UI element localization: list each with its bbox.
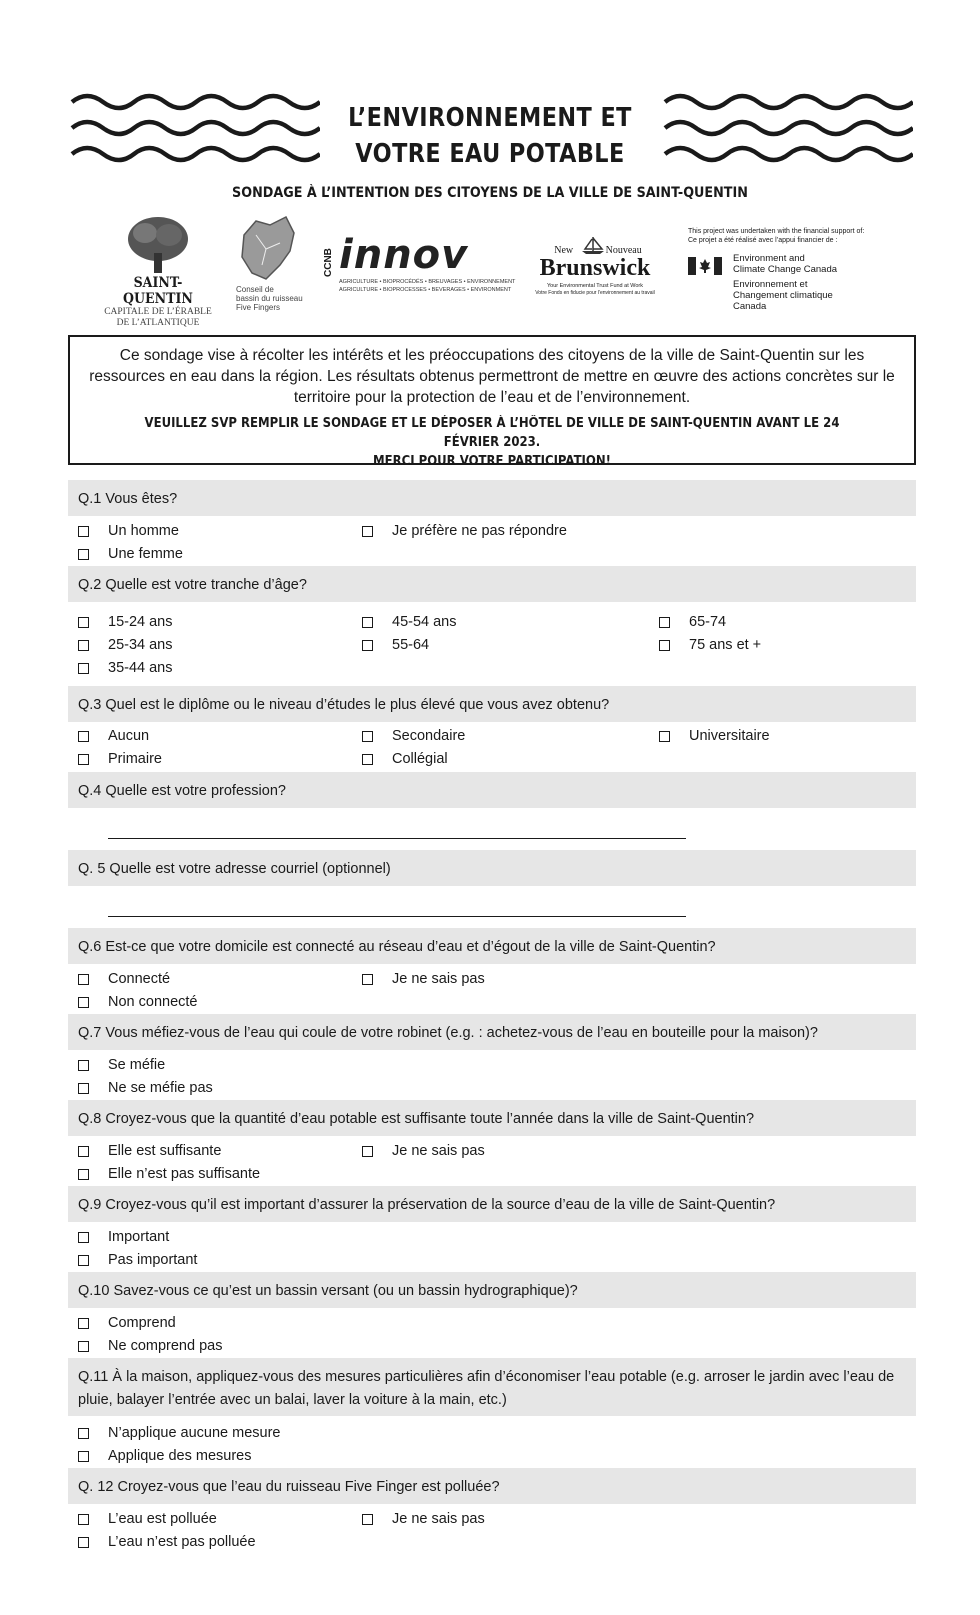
sponsor-logos	[0, 215, 980, 328]
checkbox[interactable]	[362, 640, 373, 651]
option-label: Important	[108, 1229, 170, 1245]
checkbox[interactable]	[78, 640, 89, 651]
checkbox[interactable]	[659, 731, 670, 742]
checkbox[interactable]	[78, 1537, 89, 1548]
option-label: Je ne sais pas	[392, 1143, 485, 1159]
option-label: Primaire	[108, 751, 162, 767]
profession-input[interactable]	[108, 838, 686, 839]
wave-decoration-left	[70, 92, 320, 167]
checkbox[interactable]	[78, 754, 89, 765]
checkbox[interactable]	[78, 1060, 89, 1071]
checkbox[interactable]	[78, 549, 89, 560]
question-8: Q.8 Croyez-vous que la quantité d’eau potable est suffisante toute l’année dans la ville de Saint-Quentin?	[68, 1100, 916, 1136]
canada-flag-icon	[688, 257, 722, 275]
option-label: Je préfère ne pas répondre	[392, 523, 567, 539]
intro-text: Ce sondage vise à récolter les intérêts et les préoccupations des citoyens de la ville de Saint-Quentin sur les ressources en eau dans la région. Les résultats obtenus permettront de mettre en œuvre des actions concrètes sur le territoire pour la protection de l’eau et de l’environnement.	[89, 347, 895, 406]
page-title: L’ENVIRONNEMENT ET VOTRE EAU POTABLE	[348, 103, 632, 169]
option-label: Comprend	[108, 1315, 176, 1331]
checkbox[interactable]	[362, 1146, 373, 1157]
checkbox[interactable]	[362, 617, 373, 628]
conseil-bassin-logo: Conseil de bassin du ruisseau Five Fingers	[236, 215, 306, 320]
option-label: Un homme	[108, 523, 179, 539]
intro-instruction: VEUILLEZ SVP REMPLIR LE SONDAGE ET LE DÉPOSER À L’HÔTEL DE VILLE DE SAINT-QUENTIN AVANT LE 24 FÉVRIER 2023. MERCI POUR VOTRE PARTICIPATION!	[144, 416, 840, 469]
saint-quentin-logo: SAINT-QUENTIN CAPITALE DE L’ÉRABLE DE L’ATLANTIQUE	[98, 215, 218, 320]
watershed-map-icon	[236, 215, 298, 285]
option-label: Applique des mesures	[108, 1448, 252, 1464]
question-5: Q. 5 Quelle est votre adresse courriel (optionnel)	[68, 850, 916, 886]
checkbox[interactable]	[362, 1514, 373, 1525]
option-label: Elle n’est pas suffisante	[108, 1166, 261, 1182]
option-label: Connecté	[108, 971, 171, 987]
question-3: Q.3 Quel est le diplôme ou le niveau d’études le plus élevé que vous avez obtenu?	[68, 686, 916, 722]
checkbox[interactable]	[78, 617, 89, 628]
option-label: Je ne sais pas	[392, 1511, 485, 1527]
checkbox[interactable]	[78, 1146, 89, 1157]
option-label: L’eau n’est pas polluée	[108, 1534, 256, 1550]
checkbox[interactable]	[78, 526, 89, 537]
checkbox[interactable]	[362, 974, 373, 985]
checkbox[interactable]	[78, 974, 89, 985]
checkbox[interactable]	[78, 1318, 89, 1329]
option-label: 35-44 ans	[108, 660, 173, 676]
checkbox[interactable]	[78, 1255, 89, 1266]
question-11: Q.11 À la maison, appliquez-vous des mesures particulières afin d’économiser l’eau potable (e.g. arroser le jardin avec l’eau de pluie, balayer l’entrée avec un balai, laver la voiture à la main, etc.)	[68, 1358, 916, 1416]
option-label: 45-54 ans	[392, 614, 457, 630]
option-label: 65-74	[689, 614, 727, 630]
question-2: Q.2 Quelle est votre tranche d’âge?	[68, 566, 916, 602]
option-label: Elle est suffisante	[108, 1143, 222, 1159]
email-input[interactable]	[108, 916, 686, 917]
option-label: Non connecté	[108, 994, 198, 1010]
question-9: Q.9 Croyez-vous qu’il est important d’assurer la préservation de la source d’eau de la ville de Saint-Quentin?	[68, 1186, 916, 1222]
checkbox[interactable]	[78, 997, 89, 1008]
question-10: Q.10 Savez-vous ce qu’est un bassin versant (ou un bassin hydrographique)?	[68, 1272, 916, 1308]
option-label: 15-24 ans	[108, 614, 173, 630]
question-4: Q.4 Quelle est votre profession?	[68, 772, 916, 808]
eccc-logo: This project was undertaken with the financial support of: Ce projet a été réalisé avec l’appui financier de : Environment and Climate Change Canada Environnement et Changement climatique Canada	[688, 228, 865, 312]
option-label: Se méfie	[108, 1057, 166, 1073]
option-label: Collégial	[392, 751, 448, 767]
option-label: 55-64	[392, 637, 430, 653]
option-label: Universitaire	[689, 728, 770, 744]
checkbox[interactable]	[362, 526, 373, 537]
option-label: Pas important	[108, 1252, 198, 1268]
new-brunswick-logo: New Nouveau Brunswick Your Environmental Trust Fund at Work Votre Fonds en fiducie pour l’environnement au travail	[530, 235, 660, 315]
option-label: Ne se méfie pas	[108, 1080, 213, 1096]
option-label: Ne comprend pas	[108, 1338, 223, 1354]
checkbox[interactable]	[362, 754, 373, 765]
option-label: 75 ans et +	[689, 637, 762, 653]
wave-decoration-right	[663, 92, 913, 167]
checkbox[interactable]	[659, 640, 670, 651]
tree-icon	[123, 215, 193, 275]
option-label: 25-34 ans	[108, 637, 173, 653]
option-label: N’applique aucune mesure	[108, 1425, 281, 1441]
checkbox[interactable]	[78, 1451, 89, 1462]
question-6: Q.6 Est-ce que votre domicile est connecté au réseau d’eau et d’égout de la ville de Saint-Quentin?	[68, 928, 916, 964]
checkbox[interactable]	[78, 731, 89, 742]
checkbox[interactable]	[78, 1341, 89, 1352]
checkbox[interactable]	[78, 1428, 89, 1439]
option-label: Aucun	[108, 728, 150, 744]
checkbox[interactable]	[78, 663, 89, 674]
checkbox[interactable]	[78, 1169, 89, 1180]
question-1: Q.1 Vous êtes?	[68, 480, 916, 516]
intro-box	[68, 335, 916, 469]
option-label: Je ne sais pas	[392, 971, 485, 987]
ccnb-innov-logo: CCNB innov AGRICULTURE • BIOPROCÉDÉS • BREUVAGES • ENVIRONNEMENT AGRICULTURE • BIOPROCESSES • BEVERAGES • ENVIRONMENT	[323, 232, 516, 293]
question-7: Q.7 Vous méfiez-vous de l’eau qui coule de votre robinet (e.g. : achetez-vous de l’eau en bouteille pour la maison)?	[68, 1014, 916, 1050]
checkbox[interactable]	[78, 1083, 89, 1094]
question-12: Q. 12 Croyez-vous que l’eau du ruisseau Five Finger est polluée?	[68, 1468, 916, 1504]
checkbox[interactable]	[362, 731, 373, 742]
option-label: Une femme	[108, 546, 183, 562]
checkbox[interactable]	[78, 1514, 89, 1525]
option-label: Secondaire	[392, 728, 466, 744]
page-subtitle: SONDAGE À L’INTENTION DES CITOYENS DE LA VILLE DE SAINT-QUENTIN	[232, 185, 748, 201]
checkbox[interactable]	[659, 617, 670, 628]
option-label: L’eau est polluée	[108, 1511, 217, 1527]
checkbox[interactable]	[78, 1232, 89, 1243]
